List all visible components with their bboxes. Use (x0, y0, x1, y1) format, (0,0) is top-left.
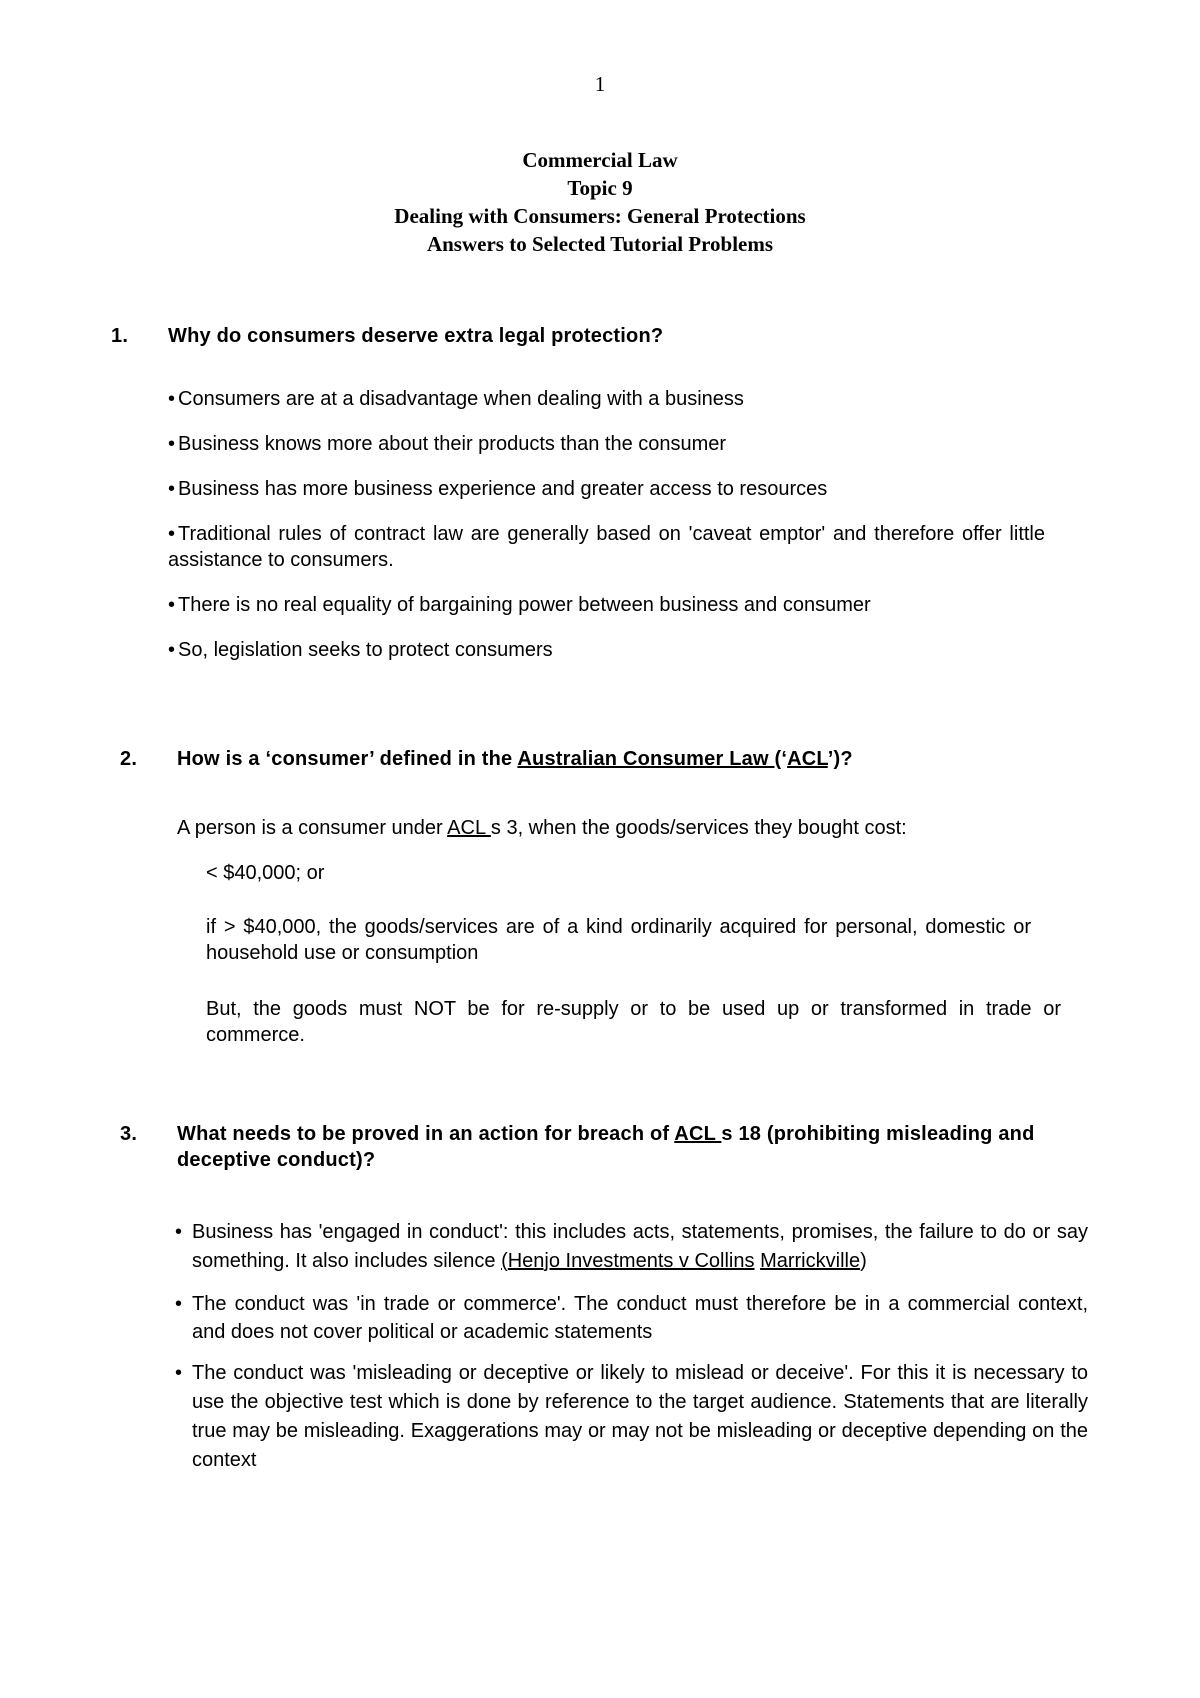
q1-bullet-text: There is no real equality of bargaining power between business and consumer (178, 594, 871, 616)
acl-link[interactable]: ACL (447, 817, 491, 839)
bullet-icon: • (168, 594, 176, 616)
q1-bullet-text: Business knows more about their products than the consumer (178, 433, 727, 455)
document-title (0, 146, 1200, 258)
case-link-henjo[interactable]: Henjo Investments v Collins (507, 1250, 755, 1272)
q3-number: 3. (120, 1123, 138, 1145)
case-open-paren: ( (501, 1250, 508, 1272)
q1-question: Why do consumers deserve extra legal protection? (168, 325, 664, 347)
q2-intro (177, 815, 907, 841)
q1-bullet (168, 637, 553, 663)
q2-question-pre: How is a ‘consumer’ defined in the (177, 748, 518, 770)
q1-bullet-text: So, legislation seeks to protect consumers (178, 639, 553, 661)
q1-heading (111, 323, 1111, 349)
q3-bullet (175, 1290, 1088, 1346)
q3-question (177, 1121, 1077, 1173)
bullet-icon: • (168, 388, 176, 410)
q1-bullet-text: Business has more business experience and greater access to resources (178, 478, 828, 500)
q2-number: 2. (120, 748, 138, 770)
q1-bullet (168, 386, 744, 412)
title-line-subtitle: Answers to Selected Tutorial Problems (426, 232, 774, 256)
q2-condition-1: < $40,000; or (206, 862, 325, 884)
bullet-icon: • (168, 478, 176, 500)
acl-abbrev-link[interactable]: ACL (787, 748, 828, 770)
case-link-marrickville[interactable]: Marrickville (760, 1250, 861, 1272)
bullet-icon: • (175, 1293, 183, 1315)
q2-heading (120, 746, 1120, 772)
q1-number: 1. (111, 325, 129, 347)
q1-bullet (168, 476, 827, 502)
q3-b1-text: Business has 'engaged in conduct': this includes acts, statements, promises, the failure to do or say something. It also includes silence (192, 1221, 1088, 1272)
q3-bullet (175, 1218, 1088, 1276)
q1-bullet-text: Consumers are at a disadvantage when dealing with a business (178, 388, 744, 410)
q1-bullet (168, 521, 1045, 573)
bullet-icon: • (175, 1221, 183, 1243)
page-number: 1 (594, 72, 606, 96)
acl-link[interactable]: ACL (674, 1123, 722, 1145)
bullet-icon: • (168, 639, 176, 661)
q3-question-post: s 18 (prohibiting misleading and deceptive conduct)? (177, 1123, 1035, 1171)
bullet-icon: • (168, 433, 176, 455)
q1-bullet (168, 431, 726, 457)
q3-heading (120, 1121, 1080, 1173)
acl-title-link[interactable]: Australian Consumer Law (517, 748, 775, 770)
q3-bullet (175, 1359, 1088, 1475)
q2-question-mid: (‘ (774, 748, 788, 770)
title-line-course: Commercial Law (522, 148, 678, 172)
bullet-icon: • (168, 523, 176, 545)
q3-bullet-text: The conduct was 'misleading or deceptive or likely to mislead or deceive'. For this it is necessary to use the objective test which is done by reference to the target audience. Statements that are literally true may be misleading. Exaggerations may or may not be misleading or deceptive depending on the context (192, 1362, 1088, 1471)
case-close-paren: ) (860, 1250, 867, 1272)
q2-intro-post: s 3, when the goods/services they bought cost: (490, 817, 907, 839)
q2-question-post: ’)? (827, 748, 853, 770)
q3-bullet-text: The conduct was 'in trade or commerce'. The conduct must therefore be in a commercial context, and does not cover political or academic statements (192, 1293, 1088, 1343)
q3-bullet-text (192, 1218, 1088, 1276)
title-line-subject: Dealing with Consumers: General Protections (394, 204, 806, 228)
q1-bullet-text: Traditional rules of contract law are generally based on 'caveat emptor' and therefore offer little assistance to consumers. (168, 523, 1045, 571)
bullet-icon: • (175, 1362, 183, 1384)
title-line-topic: Topic 9 (567, 176, 633, 200)
q2-condition-3: But, the goods must NOT be for re-supply or to be used up or transformed in trade or commerce. (206, 998, 1061, 1046)
q2-intro-pre: A person is a consumer under (177, 817, 448, 839)
q1-bullet (168, 592, 871, 618)
q2-condition-2: if > $40,000, the goods/services are of a kind ordinarily acquired for personal, domestic or household use or consumption (206, 916, 1031, 964)
q3-question-pre: What needs to be proved in an action for breach of (177, 1123, 675, 1145)
